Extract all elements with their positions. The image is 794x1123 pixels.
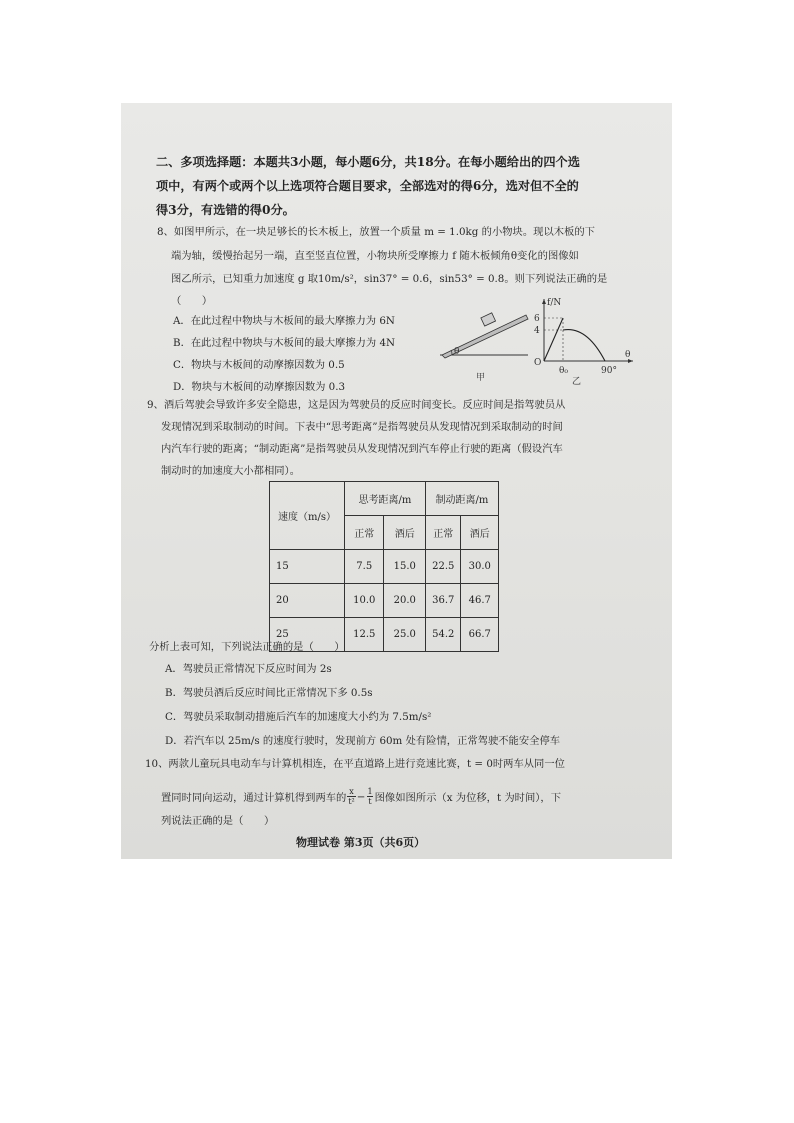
- table-cell: 10.0: [345, 584, 384, 618]
- table-cell: 30.0: [461, 550, 499, 584]
- table-cell: 20: [270, 584, 345, 618]
- table-row: [270, 550, 499, 584]
- q9-option-a: A．驾驶员正常情况下反应时间为 2s: [165, 663, 332, 675]
- fraction-numerator: x: [349, 787, 354, 796]
- origin-label: O: [534, 358, 542, 368]
- subheader-normal: 正常: [345, 516, 384, 550]
- figure-friction-graph: [529, 293, 639, 385]
- table-cell: 25.0: [384, 618, 426, 652]
- section-title-line-2: 项中，有两个或两个以上选项符合题目要求，全部选对的得6分，选对但不全的: [156, 179, 579, 193]
- y-axis-label: f/N: [547, 298, 562, 308]
- page-footer: 物理试卷 第3页（共6页）: [296, 836, 426, 849]
- q9-option-d: D．若汽车以 25m/s 的速度行驶时，发现前方 60m 处有险情，正常驾驶不能安全停车: [165, 735, 561, 747]
- table-cell: 36.7: [426, 584, 461, 618]
- minus-sign: −: [356, 790, 366, 803]
- q10-line-2-text-b: 图像如图所示（x 为位移，t 为时间），下: [374, 792, 562, 804]
- section-title-line-1: 二、多项选择题：本题共3小题，每小题6分，共18分。在每小题给出的四个选: [156, 155, 580, 169]
- q9-option-c: C．驾驶员采取制动措施后汽车的加速度大小约为 7.5m/s²: [165, 711, 432, 723]
- q10-line-1: 10、两款儿童玩具电动车与计算机相连，在平直道路上进行竞速比赛，t = 0时两车从同一位: [145, 758, 565, 770]
- header-thinking-distance: 思考距离/m: [345, 482, 426, 516]
- table-cell: 15: [270, 550, 345, 584]
- fraction-x-over-t2: [347, 787, 355, 806]
- table-cell: 12.5: [345, 618, 384, 652]
- q9-analysis: 分析上表可知，下列说法正确的是（ ）: [149, 641, 345, 653]
- q10-line-3: 列说法正确的是（ ）: [161, 815, 275, 827]
- q8-line-1: 8、如图甲所示，在一块足够长的长木板上，放置一个质量 m = 1.0kg 的小物块。现以木板的下: [157, 226, 595, 238]
- x-axis-label: θ: [625, 350, 631, 360]
- fraction-denominator: t²: [348, 797, 355, 806]
- table-cell: 46.7: [461, 584, 499, 618]
- table-cell: 66.7: [461, 618, 499, 652]
- static-friction-line: [544, 318, 563, 361]
- subheader-drunk: 酒后: [384, 516, 426, 550]
- theta-label: θ: [454, 347, 460, 357]
- figure-incline: [436, 303, 531, 385]
- q8-option-a: A．在此过程中物块与木板间的最大摩擦力为 6N: [173, 315, 395, 327]
- fraction-denominator: t: [368, 797, 372, 806]
- q8-line-3: 图乙所示，已知重力加速度 g 取10m/s²，sin37° = 0.6，sin53° = 0.8。则下列说法正确的是: [171, 273, 608, 285]
- y-tick-4: 4: [534, 326, 540, 336]
- table-cell: 22.5: [426, 550, 461, 584]
- fraction-numerator: 1: [367, 787, 373, 796]
- y-tick-6: 6: [534, 314, 540, 324]
- header-braking-distance: 制动距离/m: [426, 482, 499, 516]
- block: [481, 313, 496, 326]
- section-title-line-3: 得3分，有选错的得0分。: [156, 203, 295, 217]
- table-cell: 25: [270, 618, 345, 652]
- q9-option-b: B．驾驶员酒后反应时间比正常情况下多 0.5s: [165, 687, 373, 699]
- subheader-normal: 正常: [426, 516, 461, 550]
- q8-option-d: D．物块与木板间的动摩擦因数为 0.3: [173, 381, 346, 393]
- q9-line-1: 9、酒后驾驶会导致许多安全隐患，这是因为驾驶员的反应时间变长。反应时间是指驾驶员从: [147, 399, 566, 411]
- q10-line-2-text-a: 置同时同向运动，通过计算机得到两车的: [161, 792, 347, 804]
- q8-line-2: 端为轴，缓慢抬起另一端，直至竖直位置，小物块所受摩擦力 f 随木板倾角θ变化的图像如: [171, 250, 579, 262]
- q8-option-c: C．物块与木板间的动摩擦因数为 0.5: [173, 359, 345, 371]
- data-table: [269, 481, 499, 652]
- deg90-label: 90°: [601, 366, 617, 376]
- table-cell: 54.2: [426, 618, 461, 652]
- table-cell: 7.5: [345, 550, 384, 584]
- header-speed: 速度（m/s）: [270, 482, 345, 550]
- kinetic-friction-curve: [563, 330, 605, 361]
- theta0-label: θ₀: [559, 366, 569, 376]
- figure-a-caption: 甲: [476, 373, 486, 383]
- q9-line-2: 发现情况到采取制动的时间。下表中“思考距离”是指驾驶员从发现情况到采取制动的时间: [161, 421, 563, 433]
- q8-option-b: B．在此过程中物块与木板间的最大摩擦力为 4N: [173, 337, 396, 349]
- fraction-1-over-t: [367, 787, 372, 806]
- figure-b-caption: 乙: [572, 377, 582, 385]
- q9-line-3: 内汽车行驶的距离；“制动距离”是指驾驶员从发现情况到汽车停止行驶的距离（假设汽车: [161, 443, 563, 455]
- table-row: [270, 584, 499, 618]
- q8-line-4: （ ）: [171, 295, 213, 307]
- subheader-drunk: 酒后: [461, 516, 499, 550]
- q9-line-4: 制动时的加速度大小都相同）。: [161, 465, 301, 477]
- q10-line-2: [161, 787, 561, 806]
- exam-page: [121, 103, 672, 859]
- table-cell: 20.0: [384, 584, 426, 618]
- table-cell: 15.0: [384, 550, 426, 584]
